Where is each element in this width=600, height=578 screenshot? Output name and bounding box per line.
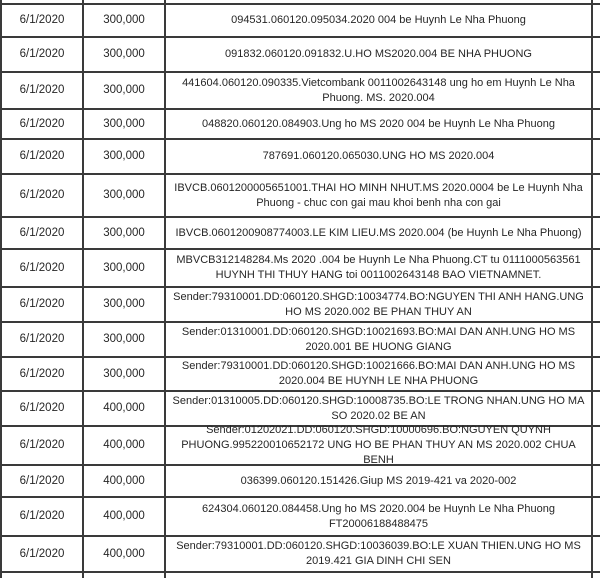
partial-column-cell	[593, 0, 600, 3]
description-cell	[166, 358, 593, 390]
table-row	[0, 323, 600, 358]
description-cell	[166, 110, 593, 138]
table-row	[0, 537, 600, 573]
partial-column-cell	[593, 250, 600, 286]
table-row	[0, 424, 600, 466]
description-cell	[166, 73, 593, 108]
date-cell	[0, 288, 84, 321]
amount-cell	[84, 498, 166, 535]
description-value: Sender:79310001.DD:060120.SHGD:10021666.BO:MAI DAN ANH.UNG HO MS 2020.004 BE HUYNH LE NHA PHUONG	[181, 360, 576, 387]
date-value: 6/1/2020	[19, 298, 65, 310]
date-value: 6/1/2020	[19, 150, 65, 162]
partial-column-cell	[593, 466, 600, 496]
date-value: 6/1/2020	[19, 333, 65, 345]
table-row	[0, 38, 600, 73]
date-cell	[0, 38, 84, 71]
amount-value: 300,000	[103, 14, 145, 26]
description-cell	[166, 175, 593, 216]
description-value: Sender:01310005.DD:060120.SHGD:10008735.BO:LE TRONG NHAN.UNG HO MA SO 2020.02 BE AN	[172, 394, 585, 422]
amount-value: 300,000	[103, 261, 145, 274]
amount-value: 300,000	[103, 333, 145, 345]
date-cell	[0, 323, 84, 356]
amount-cell	[84, 250, 166, 286]
date-cell	[0, 498, 84, 535]
table-row	[0, 110, 600, 140]
date-cell	[0, 73, 84, 108]
partial-column-cell	[593, 5, 600, 36]
table-row	[0, 5, 600, 38]
description-cell	[166, 38, 593, 71]
amount-value: 300,000	[103, 48, 145, 60]
date-cell	[0, 537, 84, 571]
date-cell	[0, 466, 84, 496]
amount-cell	[84, 110, 166, 138]
description-cell	[166, 498, 593, 535]
amount-value: 400,000	[103, 547, 145, 560]
amount-cell	[84, 392, 166, 425]
table-row	[0, 498, 600, 537]
date-value: 6/1/2020	[19, 510, 65, 522]
partial-column-cell	[593, 140, 600, 173]
date-cell	[0, 5, 84, 36]
amount-cell	[84, 323, 166, 356]
description-value: MBVCB312148284.Ms 2020 .004 be Huynh Le Nha Phuong.CT tu 0111000563561 HUYNH THI THUY HANG toi 0011002643148 BAO VIETNAMNET.	[176, 254, 581, 281]
amount-cell	[84, 140, 166, 173]
amount-cell	[84, 537, 166, 571]
date-cell	[0, 427, 84, 464]
amount-value: 400,000	[103, 402, 145, 414]
amount-cell	[84, 38, 166, 71]
description-value: IBVCB.0601200908774003.LE KIM LIEU.MS 2020.004 (be Huynh Le Nha Phuong)	[175, 226, 582, 239]
date-cell	[0, 392, 84, 425]
date-value: 6/1/2020	[19, 226, 65, 239]
description-value: IBVCB.0601200005651001.THAI HO MINH NHUT.MS 2020.0004 be Le Huynh Nha Phuong - chuc con gai mau khoi benh nha con gai	[174, 181, 583, 209]
date-value: 6/1/2020	[19, 474, 65, 487]
amount-cell	[84, 5, 166, 36]
partial-column-cell	[593, 218, 600, 248]
date-cell	[0, 175, 84, 216]
amount-cell	[84, 288, 166, 321]
amount-value: 300,000	[103, 84, 145, 96]
amount-cell	[84, 427, 166, 464]
description-cell	[166, 323, 593, 356]
date-value: 6/1/2020	[19, 189, 65, 201]
partial-column-cell	[593, 288, 600, 321]
amount-cell	[84, 466, 166, 496]
partial-column-cell	[593, 537, 600, 571]
partial-column-cell	[593, 573, 600, 578]
description-cell	[166, 140, 593, 173]
description-cell	[166, 0, 593, 3]
description-value: 036399.060120.151426.Giup MS 2019-421 va 2020-002	[240, 474, 517, 487]
amount-cell	[84, 73, 166, 108]
date-value: 6/1/2020	[19, 14, 65, 26]
amount-value: 300,000	[103, 117, 145, 130]
date-value: 6/1/2020	[19, 261, 65, 274]
date-cell	[0, 218, 84, 248]
table-row	[0, 288, 600, 323]
description-cell	[166, 5, 593, 36]
table-row	[0, 250, 600, 288]
date-cell	[0, 110, 84, 138]
date-value: 6/1/2020	[19, 402, 65, 414]
description-cell	[166, 218, 593, 248]
partial-column-cell	[593, 427, 600, 464]
date-cell	[0, 358, 84, 390]
description-cell	[166, 288, 593, 321]
amount-value: 300,000	[103, 189, 145, 201]
description-value: 048820.060120.084903.Ung ho MS 2020 004 be Huynh Le Nha Phuong	[202, 117, 555, 130]
table-row	[0, 358, 600, 392]
amount-value: 300,000	[103, 298, 145, 310]
date-cell	[0, 250, 84, 286]
description-cell	[166, 392, 593, 425]
amount-value: 300,000	[103, 226, 145, 239]
partial-column-cell	[593, 73, 600, 108]
amount-cell	[84, 573, 166, 578]
description-value: Sender:01310001.DD:060120.SHGD:10021693.BO:MAI DAN ANH.UNG HO MS 2020.001 BE HUONG GIANG	[181, 325, 576, 353]
amount-cell	[84, 358, 166, 390]
amount-cell	[84, 175, 166, 216]
description-value: Sender:79310001.DD:060120.SHGD:10034774.BO:NGUYEN THI ANH HANG.UNG HO MS 2020.002 BE PHAN THUY AN	[173, 290, 584, 318]
table-row	[0, 466, 600, 498]
description-value: 441604.060120.090335.Vietcombank 0011002643148 ung ho em Huynh Le Nha Phuong. MS. 2020.004	[182, 76, 575, 104]
partial-column-cell	[593, 38, 600, 71]
amount-value: 300,000	[103, 367, 145, 380]
table-row	[0, 73, 600, 110]
description-cell	[166, 537, 593, 571]
description-cell	[166, 573, 593, 578]
date-cell	[0, 573, 84, 578]
description-value: 091832.060120.091832.U.HO MS2020.004 BE NHA PHUONG	[225, 48, 532, 60]
amount-value: 400,000	[103, 474, 145, 487]
date-value: 6/1/2020	[19, 367, 65, 380]
amount-cell	[84, 218, 166, 248]
description-cell	[166, 466, 593, 496]
description-value: 624304.060120.084458.Ung ho MS 2020.004 be Huynh Le Nha Phuong FT20006188488475	[202, 502, 555, 530]
amount-value: 300,000	[103, 150, 145, 162]
partial-column-cell	[593, 358, 600, 390]
partial-column-cell	[593, 110, 600, 138]
partial-column-cell	[593, 392, 600, 425]
description-cell	[166, 250, 593, 286]
date-value: 6/1/2020	[19, 547, 65, 560]
table-row	[0, 392, 600, 427]
table-row	[0, 218, 600, 250]
description-cell	[166, 424, 593, 466]
amount-value: 400,000	[103, 510, 145, 522]
description-value: 787691.060120.065030.UNG HO MS 2020.004	[262, 150, 495, 162]
amount-value: 400,000	[103, 439, 145, 451]
description-value: Sender:01202021.DD:060120.SHGD:10000696.BO:NGUYEN QUYNH PHUONG.995220010652172 UNG HO BE PHAN THUY AN MS 2020.002 CHUA BENH	[181, 424, 576, 466]
partial-row-bottom	[0, 573, 600, 578]
date-value: 6/1/2020	[19, 48, 65, 60]
date-value: 6/1/2020	[19, 84, 65, 96]
partial-column-cell	[593, 498, 600, 535]
partial-column-cell	[593, 175, 600, 216]
description-value: Sender:79310001.DD:060120.SHGD:10036039.BO:LE XUAN THIEN.UNG HO MS 2019.421 GIA DINH CHI SEN	[176, 540, 581, 567]
date-value: 6/1/2020	[19, 439, 65, 451]
date-cell	[0, 140, 84, 173]
date-cell	[0, 0, 84, 3]
table-row	[0, 140, 600, 175]
table-row	[0, 175, 600, 218]
date-value: 6/1/2020	[19, 117, 65, 130]
description-value: 094531.060120.095034.2020 004 be Huynh Le Nha Phuong	[231, 14, 526, 26]
amount-cell	[84, 0, 166, 3]
partial-column-cell	[593, 323, 600, 356]
